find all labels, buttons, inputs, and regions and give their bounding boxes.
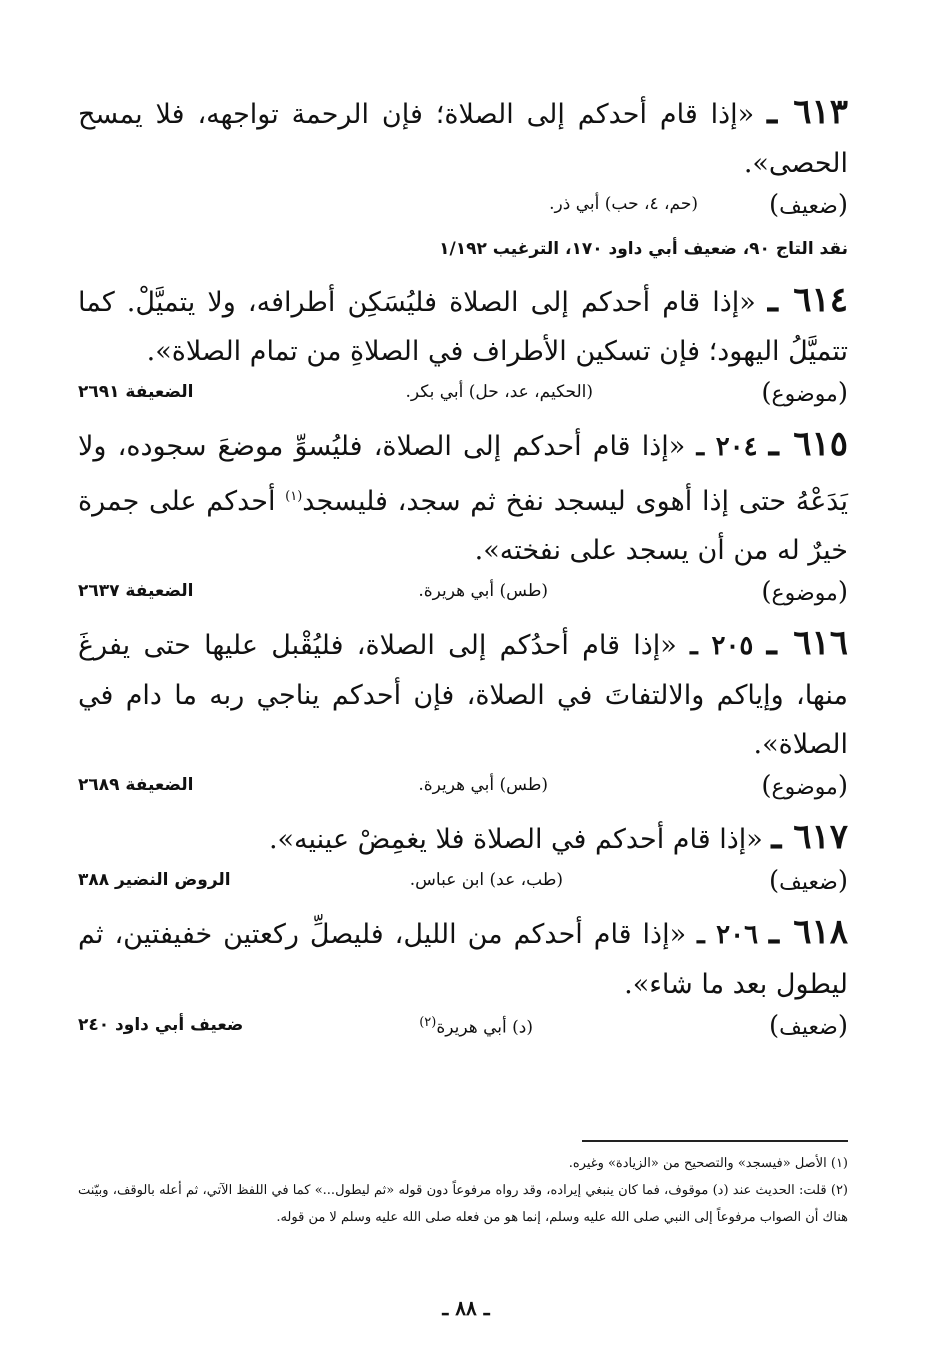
source-attribution: (د) أبي هريرة$^{(٢)}$ (419, 1015, 533, 1038)
cross-reference-number: ٢٠٤ ـ (696, 432, 758, 462)
grade-label: (ضعيف) (768, 866, 848, 896)
footnote-divider (582, 1140, 848, 1142)
hadith-text: «إذا قام أحدكم في الصلاة فلا يغمِضْ عينيه». (268, 824, 763, 855)
hadith-entry-617 (78, 813, 848, 904)
source-attribution: (طس) أبي هريرة. (418, 581, 548, 601)
entry-meta (78, 190, 848, 228)
entry-meta (78, 577, 848, 615)
reference-line: نقد التاج ٩٠، ضعيف أبي داود ١٧٠، الترغيب ١/١٩٢ (439, 239, 848, 259)
grade-label: (موضوع) (761, 771, 848, 801)
hadith-entry-618 (78, 908, 848, 1049)
entry-meta (78, 771, 848, 809)
main-text (78, 88, 848, 1053)
hadith-entry-615 (78, 420, 848, 615)
entry-meta (78, 378, 848, 416)
reference: ضعيف أبي داود ٢٤٠ (78, 1015, 244, 1035)
reference: الضعيفة ٢٦٣٧ (78, 581, 194, 601)
source-attribution: (الحكيم، عد، حل) أبي بكر. (405, 382, 593, 402)
hadith-text: «إذا قام أحدكم إلى الصلاة؛ فإن الرحمة تواجهه، فلا يمسح الحصى». (78, 99, 848, 179)
grade-label: (موضوع) (761, 378, 848, 408)
footnote-1: (١) الأصل «فيسجد» والتصحيح من «الزيادة» وغيره. (568, 1156, 848, 1171)
source-attribution: (طب، عد) ابن عباس. (409, 870, 563, 890)
grade-label: (ضعيف) (768, 1011, 848, 1041)
entry-number: ٦١٥ ـ (768, 424, 848, 464)
hadith-text: «إذا قام أحدكم إلى الصلاة فليُسَكِن أطرافه، ولا يتميَّلْ. كما تتميَّلُ اليهود؛ فإن تسكين الأطراف في الصلاةِ من تمام الصلاة». (78, 287, 848, 367)
hadith-text: «إذا قام أحدكم إلى الصلاة، فليُسوِّ موضعَ سجوده، ولا يَدَعْهُ حتى إذا أهوى ليسجد نفخ ثم سجد، فليسجد (78, 431, 848, 517)
cross-reference-number: ٢٠٦ ـ (697, 920, 759, 950)
footnote-marker[interactable]: (١) (285, 489, 303, 504)
reference: الضعيفة ٢٦٨٩ (78, 775, 194, 795)
hadith-text: «إذا قام أحدكم من الليل، فليصلِّ ركعتين خفيفتين، ثم ليطول بعد ما شاء». (78, 919, 848, 1000)
entry-number: ٦١٨ ـ (769, 912, 848, 952)
reference: الروض النضير ٣٨٨ (78, 870, 231, 890)
hadith-text: «إذا قام أحدُكم إلى الصلاة، فليُقْبل عليها حتى يفرغَ منها، وإياكم والالتفاتَ في الصلاة، فإن أحدكم يناجي ربه ما دام في الصلاة». (78, 630, 848, 760)
footnotes (78, 1150, 848, 1231)
reference: الضعيفة ٢٦٩١ (78, 382, 194, 402)
footnote-marker[interactable]: (٢) (419, 1015, 437, 1030)
source-attribution: (طس) أبي هريرة. (418, 775, 548, 795)
page-number: ـ ٨٨ ـ (442, 1296, 490, 1320)
hadith-entry-616 (78, 619, 848, 809)
entry-meta (78, 866, 848, 904)
entry-number: ٦١٤ ـ (767, 280, 848, 320)
hadith-entry-614 (78, 276, 848, 416)
source-attribution: (حم، ٤، حب) أبي ذر. (549, 194, 698, 214)
entry-number: ٦١٧ ـ (771, 817, 848, 857)
hadith-text-cont: أحدكم على جمرة خيرٌ له من أن يسجد على نفخته». (78, 486, 848, 566)
grade-label: (موضوع) (761, 577, 848, 607)
entry-meta (78, 1011, 848, 1049)
hadith-entry-613 (78, 88, 848, 266)
entry-number: ٦١٣ ـ (767, 92, 848, 132)
cross-reference-number: ٢٠٥ ـ (690, 631, 754, 661)
grade-label: (ضعيف) (768, 190, 848, 220)
footnote-2: (٢) قلت: الحديث عند (د) موقوف، فما كان ينبغي إيراده، وقد رواه مرفوعاً دون قوله «ثم ليطول...» كما في اللفظ الآتي، ثم أعله بالوقف، وبيّنت هناك أن الصواب مرفوعاً إلى النبي صلى الله عليه وسلم، إنما هو من فعله صلى الله عليه وسلم لا من قوله. (78, 1183, 848, 1225)
entry-number: ٦١٦ ـ (766, 623, 848, 663)
